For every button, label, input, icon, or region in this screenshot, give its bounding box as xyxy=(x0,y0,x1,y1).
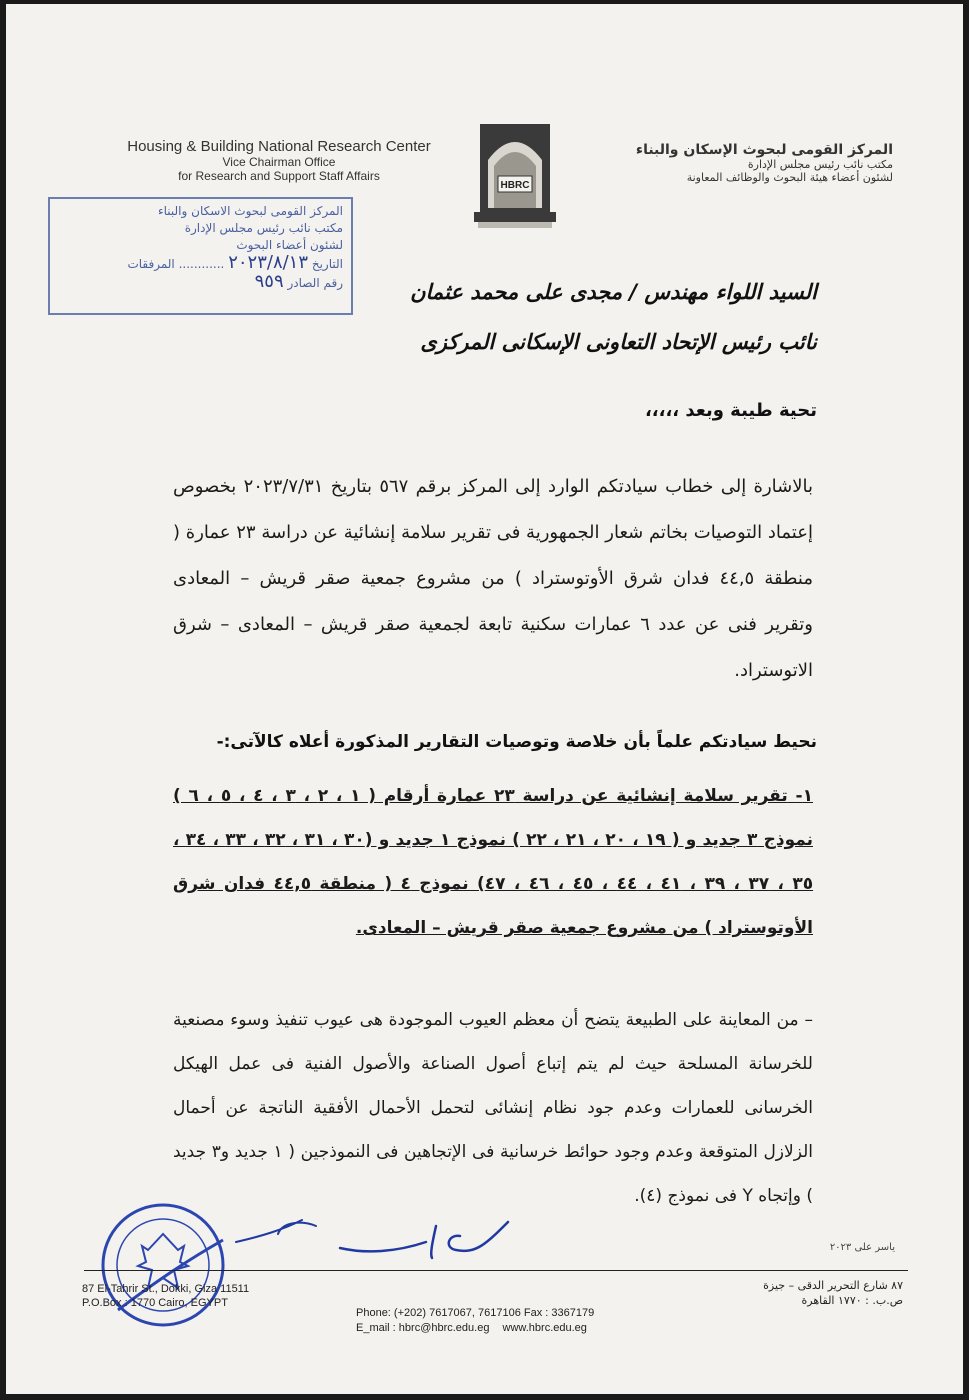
footer-address-ar-1: ٨٧ شارع التحرير الدقى – جيزة xyxy=(763,1279,903,1292)
official-seal xyxy=(98,1200,228,1330)
office-name-en: Vice Chairman Office xyxy=(222,155,336,169)
dept-name-ar: لشئون أعضاء هيئة البحوث والوظائف المعاونة xyxy=(686,171,893,184)
stamp-date-label: التاريخ xyxy=(311,257,343,271)
footer-website: www.hbrc.edu.eg xyxy=(502,1322,587,1334)
stamp-line-1: المركز القومى لبحوث الاسكان والبناء xyxy=(157,204,343,218)
addressee-title: نائب رئيس الإتحاد التعاونى الإسكانى المركزى xyxy=(420,330,817,354)
letter-page xyxy=(6,4,963,1394)
dept-name-en: for Research and Support Staff Affairs xyxy=(178,169,380,183)
signature xyxy=(336,1214,516,1264)
summary-intro: نحيط سيادتكم علماً بأن خلاصة وتوصيات التقارير المذكورة أعلاه كالآتى:- xyxy=(216,732,817,752)
item-text: تقرير سلامة إنشائية عن دراسة ٢٣ عمارة أرقام ( ١ ، ٢ ، ٣ ، ٤ ، ٥ ، ٦ ) نموذج ٣ جديد و ( ١٩ ، ٢٠ ، ٢١ ، ٢٢ ) نموذج ١ جديد و (٣٠ ، ٣١ ، ٣٢ ، ٣٣ ، ٣٤ ، ٣٥ ، ٣٧ ، ٣٩ ، ٤١ ، ٤٤ ، ٤٥ ، ٤٦ ، ٤٧) نموذج ٤ ( منطقة ٤٤,٥ فدان شرق الأوتوستراد ) من مشروع جمعية صقر قريش – المعادى. xyxy=(173,786,814,938)
footer-address-ar xyxy=(763,1278,903,1308)
inspection-observation: – من المعاينة على الطبيعة يتضح أن معظم العيوب الموجودة هى عيوب تنفيذ وسوء مصنعية للخرسانة المسلحة حيث لم يتم إتباع أصول الصناعة والأصول الفنية فى عمل الهيكل الخرسانى للعمارات وعدم جود نظام إنشائى لتحمل الأحمال الأفقية الناتجة عن أحمال الزلازل المتوقعة وعدم وجود حوائط خرسانية فى الإتجاهين فى النموذجين ( ١ جديد و٣ جديد ) وإتجاه Y فى نموذج (٤). xyxy=(173,1010,813,1206)
stamp-line-3: لشئون أعضاء البحوث xyxy=(236,238,343,252)
footer-contact xyxy=(356,1306,594,1336)
footer-address-en xyxy=(82,1282,249,1310)
org-name-en: Housing & Building National Research Center xyxy=(127,138,431,155)
footer-address-en-2: P.O.Box : 1770 Cairo, EGYPT xyxy=(82,1297,228,1309)
reference-paragraph: بالاشارة إلى خطاب سيادتكم الوارد إلى المركز برقم ٥٦٧ بتاريخ ٢٠٢٣/٧/٣١ بخصوص إعتماد التوصيات بخاتم شعار الجمهورية فى تقرير سلامة إنشائية عن دراسة ٢٣ عمارة ( منطقة ٤٤,٥ فدان شرق الأوتوستراد ) من مشروع جمعية صقر قريش – المعادى وتقرير فنى عن عدد ٦ عمارات سكنية تابعة لجمعية صقر قريش – المعادى – شرق الاتوستراد. xyxy=(173,476,813,681)
item-number: ١- xyxy=(795,786,813,806)
footer-address-ar-2: ص.ب. : ١٧٧٠ القاهرة xyxy=(801,1294,903,1307)
reference-note: ياسر على ٢٠٢٣ xyxy=(829,1242,895,1253)
footer-divider xyxy=(84,1270,908,1271)
logo-text: HBRC xyxy=(500,180,530,191)
footer-address-en-1: 87 El-Tahrir St., Dokki, Giza 11511 xyxy=(82,1283,250,1295)
stamp-attach-label: المرفقات xyxy=(127,257,175,271)
footer-phone: Phone: (+202) 7617067, 7617106 Fax : 3367179 xyxy=(356,1307,595,1319)
outgoing-stamp xyxy=(48,197,353,315)
stamp-number-label: رقم الصادر xyxy=(287,276,343,290)
stamp-date-value: ٢٠٢٣/٨/١٣ xyxy=(228,254,309,273)
org-name-ar: المركز القومى لبحوث الإسكان والبناء xyxy=(635,142,893,158)
stamp-date-row: التاريخ ٢٠٢٣/٨/١٣ ............ المرفقات xyxy=(127,254,343,273)
office-name-ar: مكتب نائب رئيس مجلس الإدارة xyxy=(747,158,893,171)
footer-email: E_mail : hbrc@hbrc.edu.eg xyxy=(356,1322,490,1334)
header-english xyxy=(124,138,434,183)
stamp-line-2: مكتب نائب رئيس مجلس الإدارة xyxy=(184,221,343,235)
header-arabic xyxy=(603,142,893,184)
report-item-1 xyxy=(173,774,813,950)
greeting: تحية طيبة وبعد ،،،،، xyxy=(644,400,817,421)
initials xyxy=(232,1212,322,1248)
stamp-number-value: ٩٥٩ xyxy=(254,273,284,292)
addressee-name: السيد اللواء مهندس / مجدى على محمد عثمان xyxy=(410,280,817,304)
stamp-number-row xyxy=(58,273,343,292)
hbrc-logo xyxy=(474,120,556,232)
